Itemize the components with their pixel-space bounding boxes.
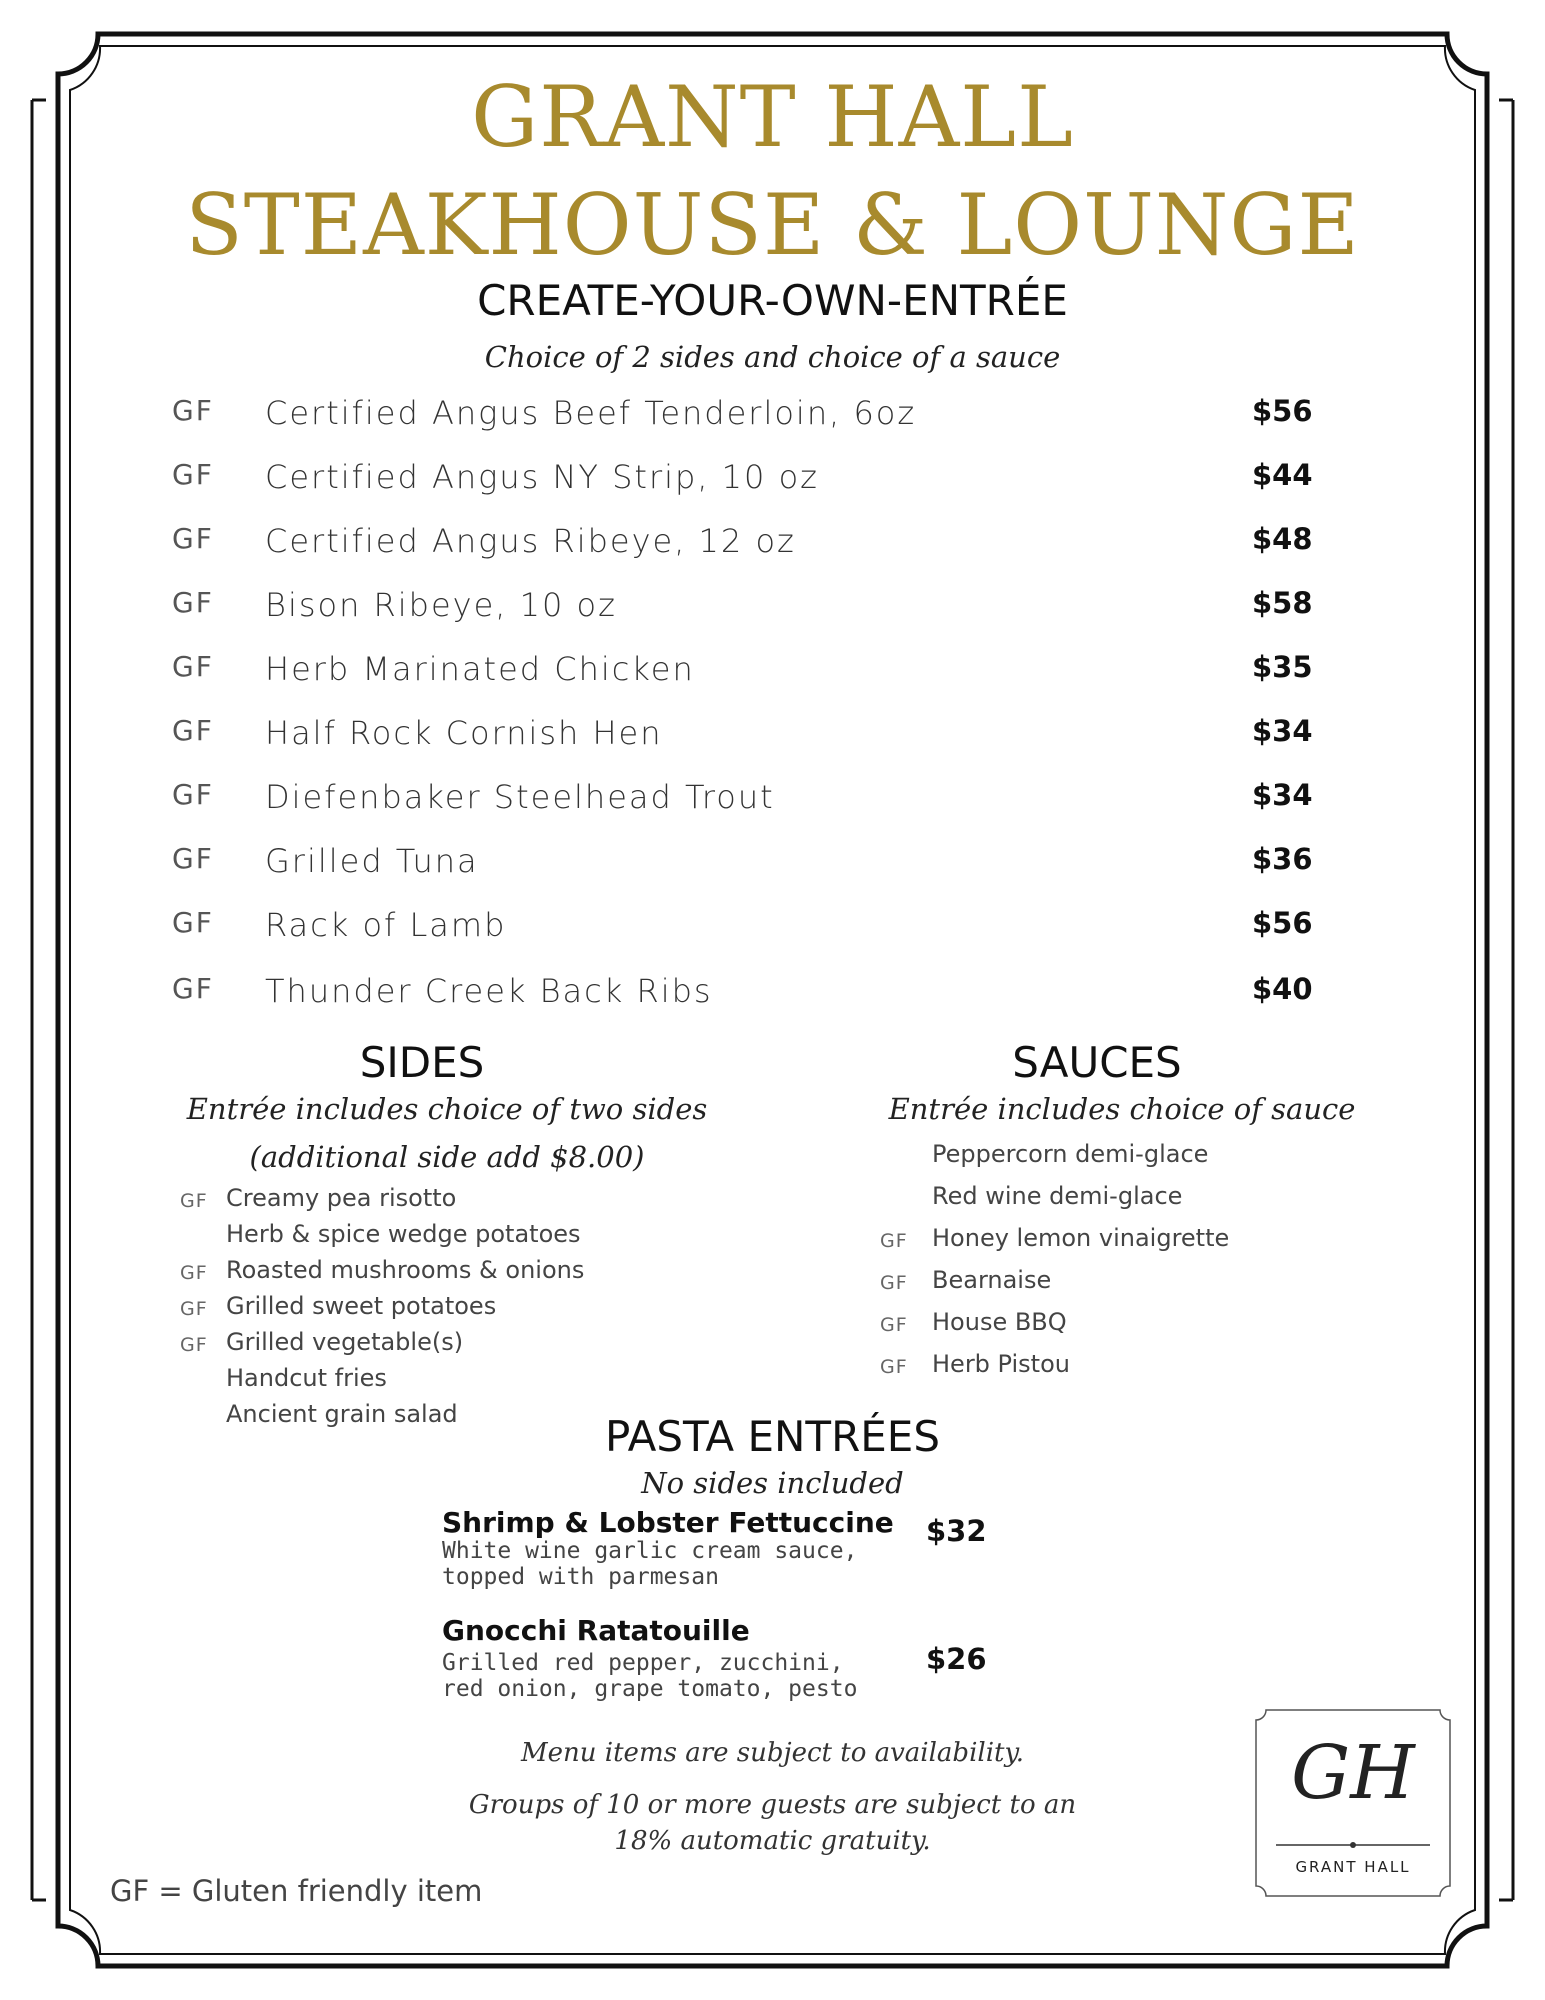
logo-monogram: GH [1291, 1730, 1415, 1816]
gluten-friendly-tag: GF [172, 714, 214, 747]
gluten-friendly-tag: GF [880, 1272, 908, 1294]
gluten-friendly-tag: GF [880, 1314, 908, 1336]
side-label: Handcut fries [226, 1364, 387, 1392]
gluten-friendly-tag: GF [172, 906, 214, 939]
entree-section-subtitle: Choice of 2 sides and choice of a sauce [484, 340, 1061, 374]
sauce-label: Peppercorn demi-glace [932, 1140, 1209, 1168]
entree-price: $56 [1252, 906, 1313, 940]
entree-item [0, 778, 1545, 828]
sauces-title: SAUCES [1012, 1038, 1182, 1087]
gluten-friendly-tag: GF [880, 1230, 908, 1252]
sides-extra-cost-note: (additional side add $8.00) [249, 1140, 645, 1174]
entree-price: $35 [1252, 650, 1313, 684]
pasta-price: $26 [926, 1642, 987, 1676]
gluten-friendly-tag: GF [180, 1190, 208, 1212]
side-label: Ancient grain salad [226, 1400, 458, 1428]
gluten-friendly-tag: GF [172, 972, 214, 1005]
pasta-description: Grilled red pepper, zucchini, red onion, grape tomato, pesto [442, 1650, 858, 1702]
sauces-subtitle: Entrée includes choice of sauce [888, 1092, 1356, 1126]
entree-item [0, 458, 1545, 508]
entree-name: Half Rock Cornish Hen [265, 714, 663, 752]
restaurant-name-line1: GRANT HALL [471, 68, 1074, 166]
entree-price: $40 [1252, 972, 1313, 1006]
gluten-friendly-tag: GF [880, 1356, 908, 1378]
entree-name: Thunder Creek Back Ribs [265, 972, 713, 1010]
entree-item [0, 842, 1545, 892]
gluten-friendly-tag: GF [180, 1298, 208, 1320]
gluten-friendly-tag: GF [172, 650, 214, 683]
entree-item [0, 714, 1545, 764]
sauce-label: Red wine demi-glace [932, 1182, 1183, 1210]
sides-subtitle: Entrée includes choice of two sides [186, 1092, 708, 1126]
entree-section-title: CREATE-YOUR-OWN-ENTRÉE [477, 276, 1068, 325]
gluten-friendly-legend: GF = Gluten friendly item [110, 1874, 483, 1908]
entree-name: Certified Angus NY Strip, 10 oz [265, 458, 819, 496]
gluten-friendly-tag: GF [180, 1334, 208, 1356]
availability-note: Menu items are subject to availability. [521, 1738, 1024, 1768]
side-label: Grilled vegetable(s) [226, 1328, 464, 1356]
gratuity-note-line2: 18% automatic gratuity. [614, 1826, 931, 1856]
restaurant-name-line2: STEAKHOUSE & LOUNGE [185, 176, 1360, 274]
entree-name: Certified Angus Beef Tenderloin, 6oz [265, 394, 917, 432]
gluten-friendly-tag: GF [172, 778, 214, 811]
gluten-friendly-tag: GF [172, 586, 214, 619]
entree-price: $44 [1252, 458, 1313, 492]
entree-name: Grilled Tuna [265, 842, 479, 880]
entree-name: Rack of Lamb [265, 906, 507, 944]
sauce-label: House BBQ [932, 1308, 1067, 1336]
pasta-title: PASTA ENTRÉES [604, 1412, 941, 1461]
entree-name: Diefenbaker Steelhead Trout [265, 778, 775, 816]
sides-title: SIDES [359, 1038, 485, 1087]
entree-price: $56 [1252, 394, 1313, 428]
side-label: Herb & spice wedge potatoes [226, 1220, 581, 1248]
logo-name: GRANT HALL [1295, 1858, 1411, 1876]
gluten-friendly-tag: GF [180, 1262, 208, 1284]
entree-name: Bison Ribeye, 10 oz [265, 586, 617, 624]
entree-name: Certified Angus Ribeye, 12 oz [265, 522, 796, 560]
side-label: Roasted mushrooms & onions [226, 1256, 585, 1284]
pasta-subtitle: No sides included [641, 1466, 904, 1500]
gluten-friendly-tag: GF [172, 842, 214, 875]
entree-price: $48 [1252, 522, 1313, 556]
entree-item [0, 394, 1545, 444]
gratuity-note-line1: Groups of 10 or more guests are subject to an [468, 1790, 1077, 1820]
side-label: Grilled sweet potatoes [226, 1292, 497, 1320]
pasta-price: $32 [926, 1514, 987, 1548]
gluten-friendly-tag: GF [172, 522, 214, 555]
gluten-friendly-tag: GF [172, 458, 214, 491]
pasta-name: Gnocchi Ratatouille [442, 1614, 750, 1647]
entree-price: $58 [1252, 586, 1313, 620]
entree-item [0, 522, 1545, 572]
sauce-label: Bearnaise [932, 1266, 1052, 1294]
entree-item [0, 972, 1545, 1022]
entree-item [0, 586, 1545, 636]
entree-item [0, 906, 1545, 956]
sauce-label: Herb Pistou [932, 1350, 1070, 1378]
side-label: Creamy pea risotto [226, 1184, 457, 1212]
entree-price: $34 [1252, 778, 1313, 812]
entree-item [0, 650, 1545, 700]
entree-price: $34 [1252, 714, 1313, 748]
pasta-name: Shrimp & Lobster Fettuccine [442, 1506, 894, 1539]
grant-hall-logo [1252, 1706, 1454, 1900]
entree-name: Herb Marinated Chicken [265, 650, 695, 688]
gluten-friendly-tag: GF [172, 394, 214, 427]
sauce-label: Honey lemon vinaigrette [932, 1224, 1230, 1252]
entree-price: $36 [1252, 842, 1313, 876]
pasta-description: White wine garlic cream sauce, topped with parmesan [442, 1538, 858, 1590]
